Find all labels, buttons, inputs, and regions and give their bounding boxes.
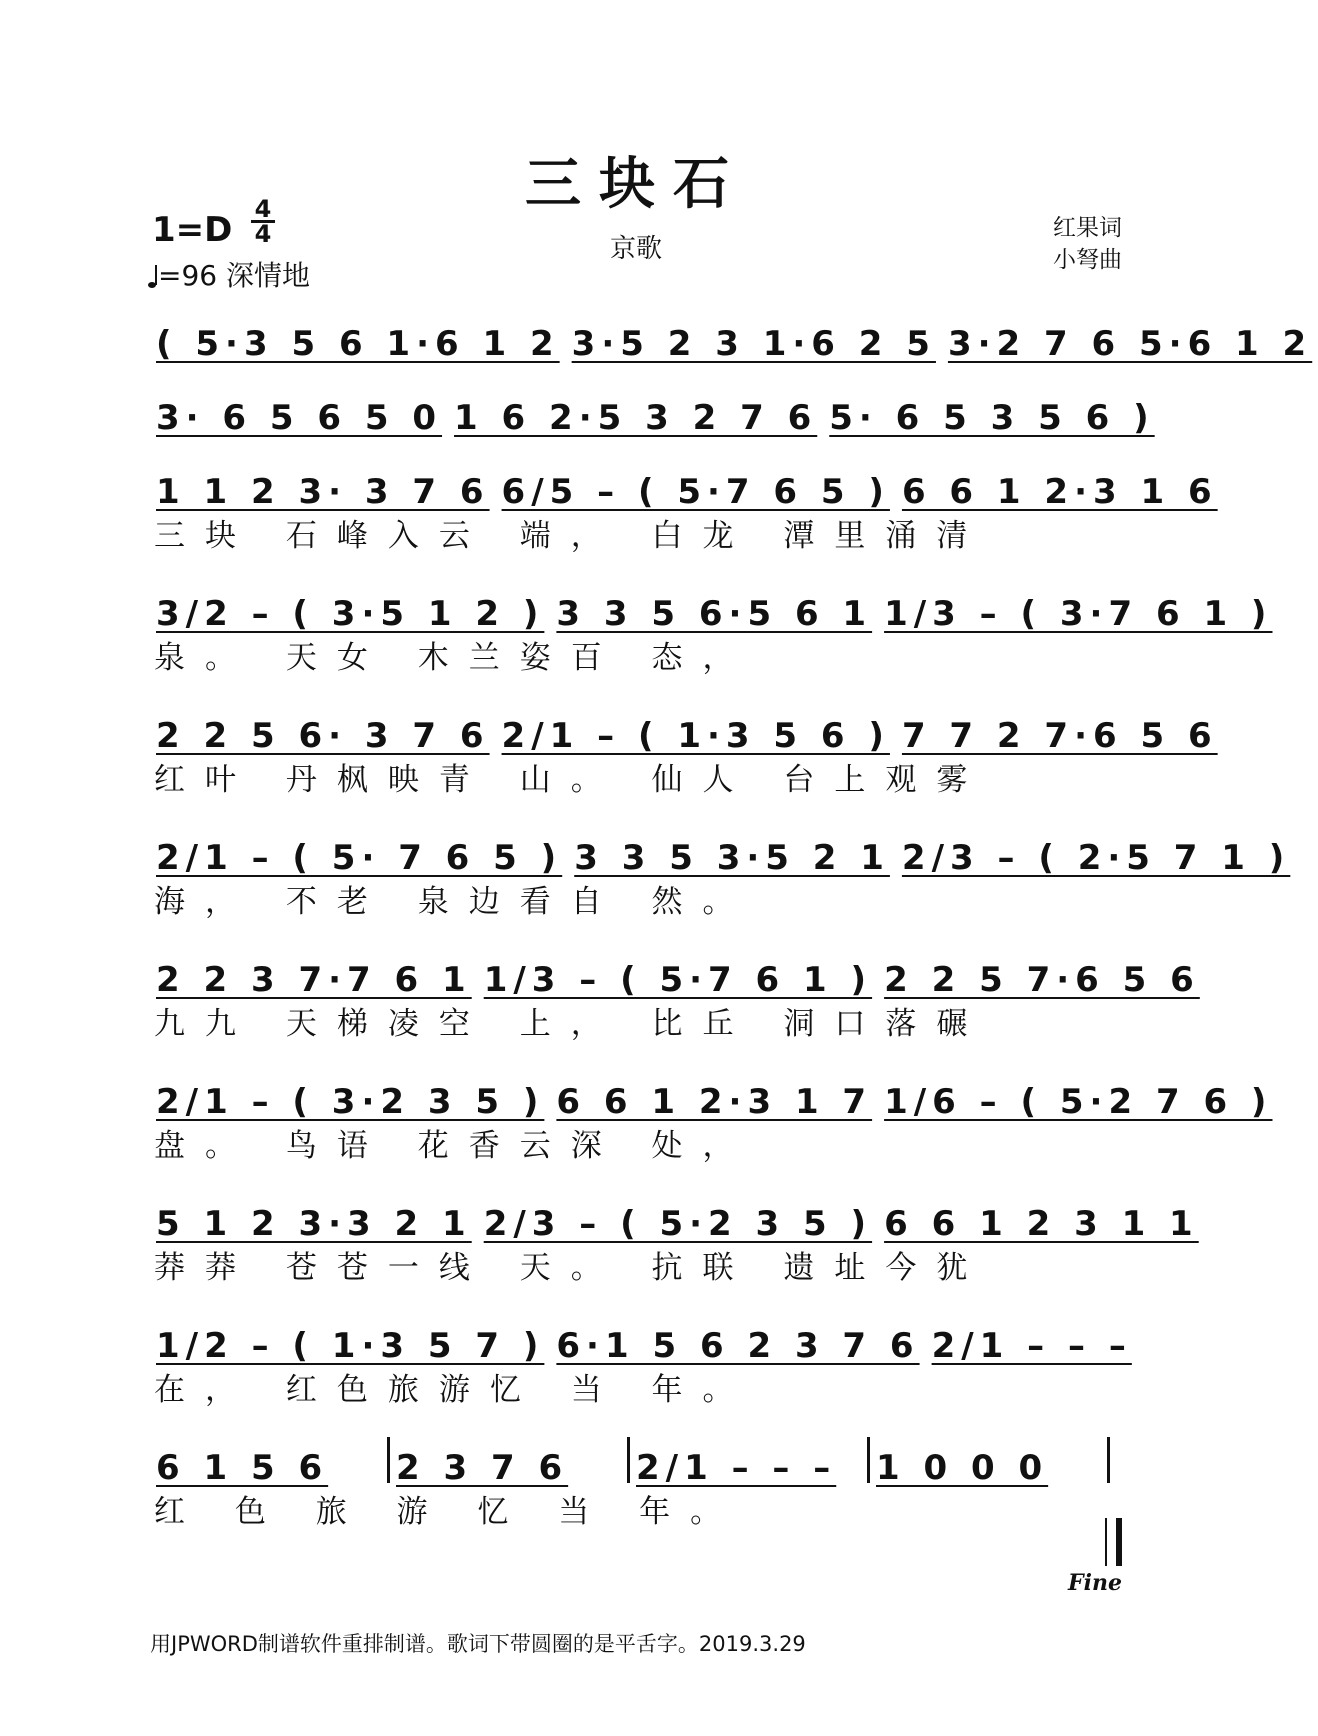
- score-system: [150, 1310, 1132, 1414]
- measure: 2/1 – – –: [636, 1448, 837, 1488]
- fine-marking: Fine: [1068, 1570, 1122, 1596]
- measure: 2/1 – ( 5· 7 6 5 ): [156, 838, 563, 878]
- score-system: [150, 1066, 1273, 1170]
- lyrics-row: 海， 不老 泉边看自 然。: [154, 884, 754, 920]
- measure: 2/1 – – –: [931, 1326, 1132, 1366]
- notation-row: [150, 1432, 1110, 1488]
- lyrics-row: 红叶 丹枫映青 山。 仙人 台上观雾: [154, 762, 988, 798]
- lyrics-row: 莽莽 苍苍一线 天。 抗联 遗址今犹: [154, 1250, 988, 1286]
- notation-row: [150, 308, 1313, 364]
- notation-row: [150, 700, 1218, 756]
- meter-bottom: 4: [254, 220, 272, 248]
- lyrics-row: 三块 石峰入云 端， 白龙 潭里涌清: [154, 518, 988, 554]
- measure: 1/3 – ( 5·7 6 1 ): [483, 960, 873, 1000]
- lyrics-row: 泉。 天女 木兰姿百 态，: [154, 640, 754, 676]
- measure: 2 3 7 6: [396, 1448, 569, 1488]
- lyricist: 红果词: [1053, 215, 1122, 241]
- composer: 小弩曲: [1053, 247, 1122, 273]
- score-system: [150, 822, 1291, 926]
- quarter-note-icon: [148, 265, 158, 289]
- barline: [1107, 1437, 1110, 1483]
- measure: 2/3 – ( 5·2 3 5 ): [483, 1204, 873, 1244]
- notation-row: [150, 1188, 1199, 1244]
- measure: 2/1 – ( 1·3 5 6 ): [501, 716, 890, 756]
- lyrics-row: 九九 天梯凌空 上， 比丘 洞口落碾: [154, 1006, 988, 1042]
- measure: 6 6 1 2 3 1 1: [884, 1204, 1199, 1244]
- measure: 3·5 2 3 1·6 2 5: [571, 324, 936, 364]
- measure: 2 2 5 7·6 5 6: [884, 960, 1200, 1000]
- measure: 3· 6 5 6 5 0: [156, 398, 443, 438]
- measure: 2/3 – ( 2·5 7 1 ): [901, 838, 1291, 878]
- measure: 1 6 2·5 3 2 7 6: [454, 398, 818, 438]
- measure: 3 3 5 3·5 2 1: [574, 838, 890, 878]
- notation-row: [150, 822, 1291, 878]
- credits: [1053, 212, 1122, 276]
- genre-label: 京歌: [609, 234, 662, 264]
- page-title: 三块石: [525, 151, 747, 217]
- measure: 5 1 2 3·3 2 1: [156, 1204, 472, 1244]
- end-barline: [1105, 1518, 1122, 1566]
- key-signature: 1=D: [152, 210, 233, 250]
- measure: 1/3 – ( 3·7 6 1 ): [884, 594, 1273, 634]
- lyrics-row: 盘。 鸟语 花香云深 处，: [154, 1128, 754, 1164]
- time-signature: [250, 195, 276, 248]
- footer-note: 用JPWORD制谱软件重排制谱。歌词下带圆圈的是平舌字。2019.3.29: [150, 1632, 806, 1656]
- measure: 1 0 0 0: [876, 1448, 1049, 1488]
- measure: 6 6 1 2·3 1 7: [556, 1082, 873, 1122]
- measure: 2 2 5 6· 3 7 6: [156, 716, 490, 756]
- meter-top: 4: [254, 195, 272, 223]
- tempo-text: =96 深情地: [158, 259, 310, 292]
- measure: 6 6 1 2·3 1 6: [901, 472, 1218, 512]
- measure: 2/1 – ( 3·2 3 5 ): [156, 1082, 545, 1122]
- measure: 1/2 – ( 1·3 5 7 ): [156, 1326, 545, 1366]
- measure: 1/6 – ( 5·2 7 6 ): [884, 1082, 1273, 1122]
- measure: 3·2 7 6 5·6 1 2: [947, 324, 1313, 364]
- score-system: [150, 456, 1218, 560]
- score: [150, 308, 1313, 1554]
- score-system: [150, 308, 1313, 364]
- score-system: [150, 578, 1273, 682]
- notation-row: [150, 944, 1200, 1000]
- notation-row: [150, 1066, 1273, 1122]
- measure: 5· 6 5 3 5 6 ): [829, 398, 1155, 438]
- score-system: [150, 1432, 1110, 1536]
- measure: 6/5 – ( 5·7 6 5 ): [501, 472, 890, 512]
- notation-row: [150, 456, 1218, 512]
- lyrics-row: 在， 红色旅游忆 当 年。: [154, 1372, 754, 1408]
- measure: 6·1 5 6 2 3 7 6: [556, 1326, 920, 1366]
- score-system: [150, 944, 1200, 1048]
- measure: 3 3 5 6·5 6 1: [556, 594, 873, 634]
- measure: ( 5·3 5 6 1·6 1 2: [156, 324, 560, 364]
- measure: 6 1 5 6: [156, 1448, 329, 1488]
- notation-row: [150, 382, 1155, 438]
- notation-row: [150, 578, 1273, 634]
- score-system: [150, 382, 1155, 438]
- measure: 2 2 3 7·7 6 1: [156, 960, 472, 1000]
- tempo-marking: [148, 254, 310, 294]
- measure: 7 7 2 7·6 5 6: [901, 716, 1218, 756]
- score-system: [150, 700, 1218, 804]
- notation-row: [150, 1310, 1132, 1366]
- measure: 1 1 2 3· 3 7 6: [156, 472, 490, 512]
- measure: 3/2 – ( 3·5 1 2 ): [156, 594, 545, 634]
- lyrics-row: 红 色 旅 游 忆 当 年。: [154, 1494, 742, 1530]
- score-system: [150, 1188, 1199, 1292]
